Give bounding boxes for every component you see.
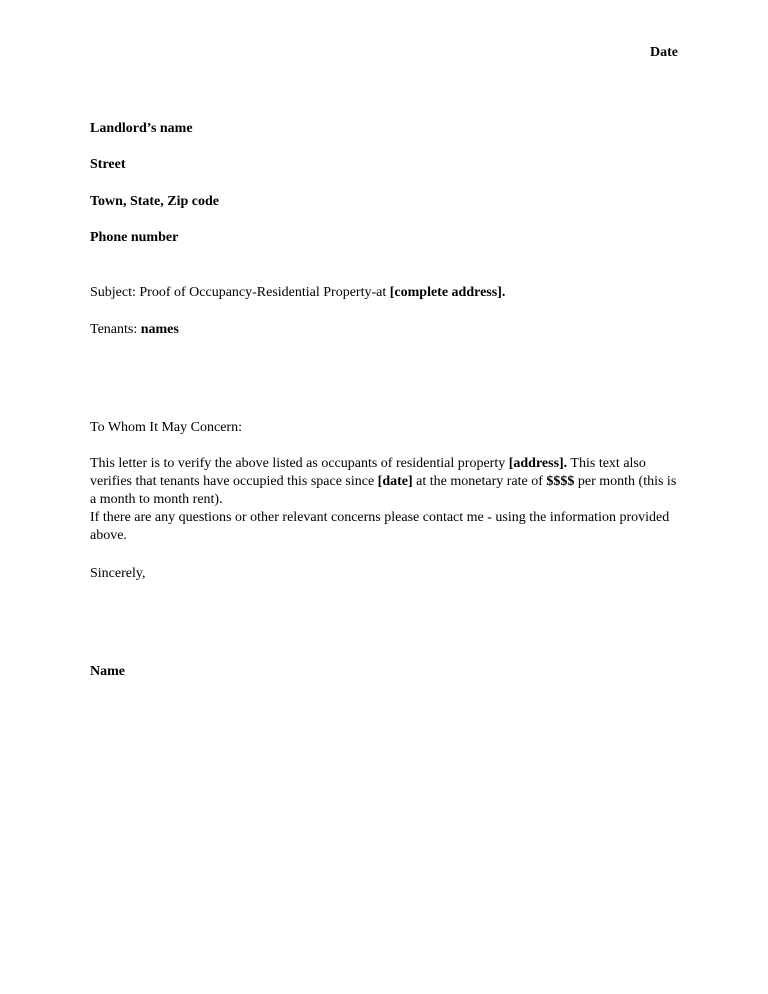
body-text: at the monetary rate of	[412, 474, 547, 489]
tenants-names: names	[140, 322, 179, 337]
subject-address: [complete address].	[389, 285, 506, 300]
body-line-5: above.	[90, 528, 127, 543]
body-line-3: a month to month rent).	[90, 492, 223, 507]
letter-body	[90, 455, 680, 545]
landlord-street: Street	[90, 157, 126, 172]
landlord-phone: Phone number	[90, 230, 179, 245]
body-address-placeholder: [address].	[508, 456, 568, 471]
letter-date: Date	[650, 45, 678, 60]
body-line-2	[90, 473, 680, 491]
body-amount-placeholder: $$$$	[546, 474, 575, 489]
body-date-placeholder: [date]	[377, 474, 413, 489]
signature-name: Name	[90, 664, 125, 679]
subject-prefix: Subject: Proof of Occupancy-Residential Property-at	[90, 285, 390, 300]
body-text: This text also	[567, 456, 646, 471]
body-text: This letter is to verify the above listed as occupants of residential property	[90, 456, 509, 471]
salutation: To Whom It May Concern:	[90, 420, 242, 435]
landlord-town-state-zip: Town, State, Zip code	[90, 194, 220, 209]
tenants-line	[90, 321, 179, 339]
closing: Sincerely,	[90, 566, 146, 581]
body-line-4: If there are any questions or other relevant concerns please contact me - using the information provided	[90, 510, 670, 525]
landlord-name: Landlord’s name	[90, 121, 193, 136]
subject-line	[90, 284, 505, 302]
body-text: per month (this is	[574, 474, 677, 489]
body-line-1	[90, 455, 680, 473]
body-text: verifies that tenants have occupied this space since	[90, 474, 378, 489]
tenants-prefix: Tenants:	[90, 322, 141, 337]
